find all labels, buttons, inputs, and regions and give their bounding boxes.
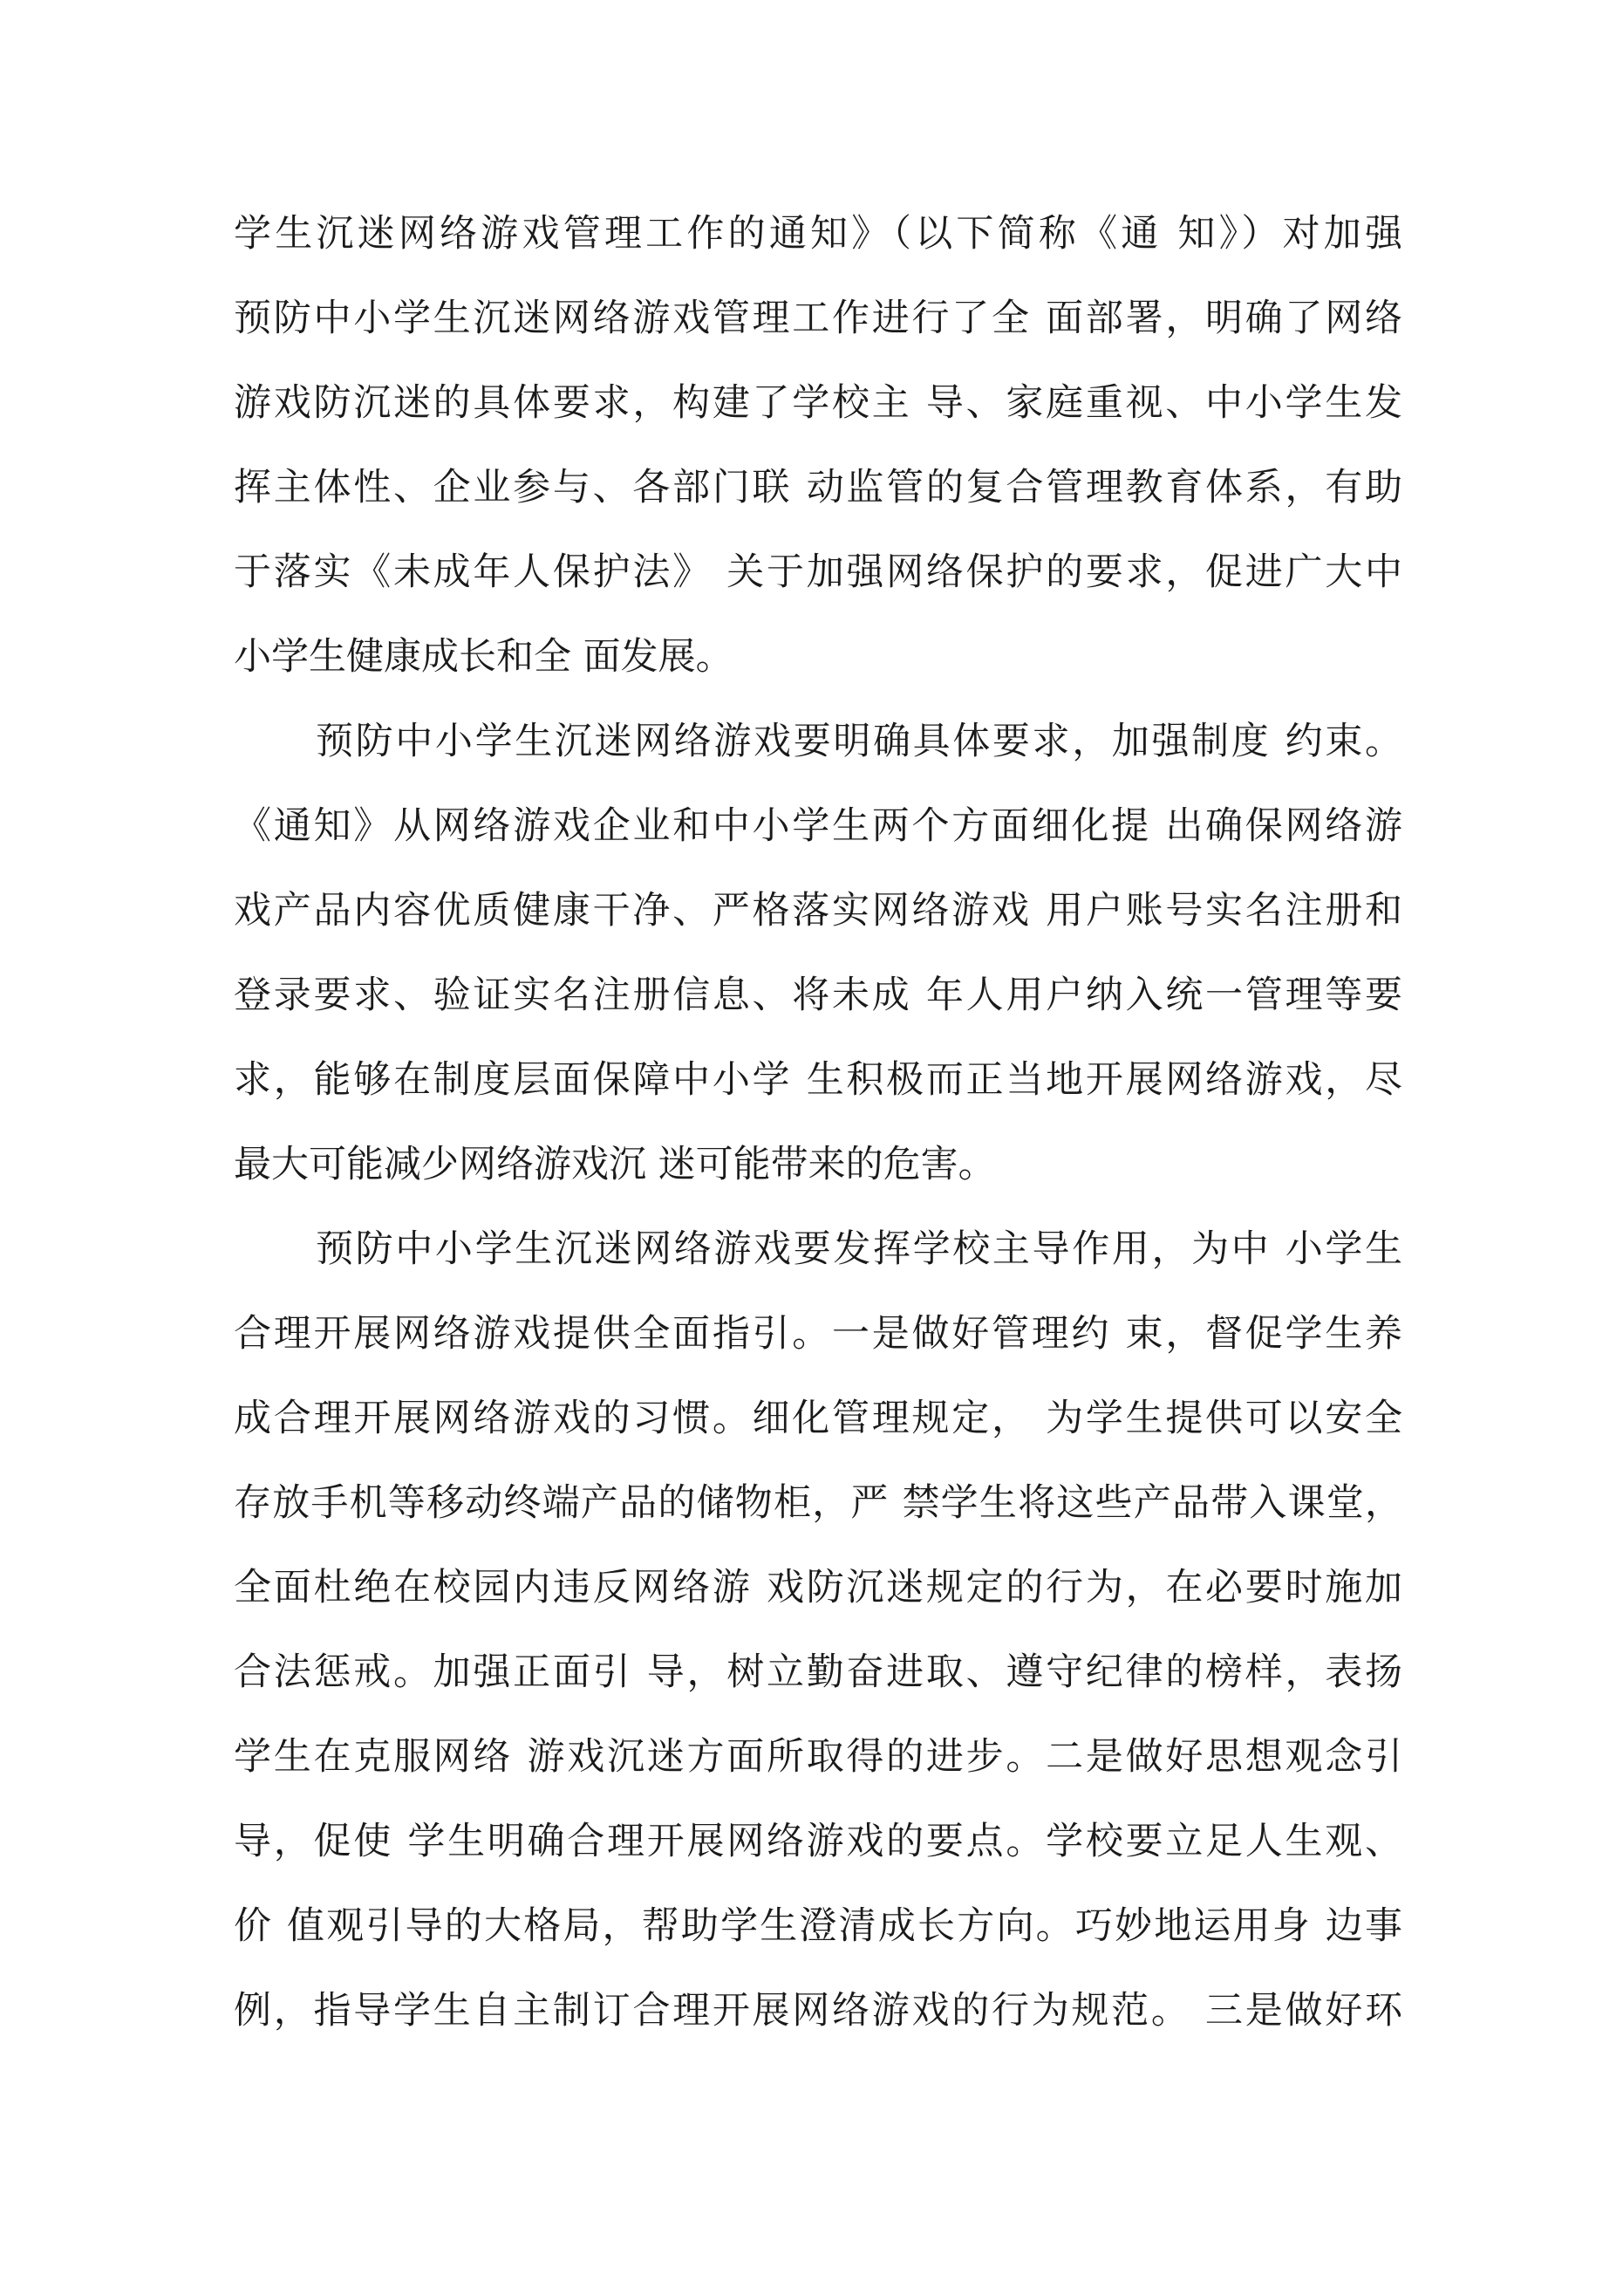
- paragraph-2-line-4: 登录要求、验证实名注册信息、将未成 年人用户纳入统一管理等要: [234, 974, 1402, 1017]
- paragraph-2-line-6: 最大可能减少网络游戏沉 迷可能带来的危害。: [234, 1143, 996, 1186]
- paragraph-3-line-6: 合法惩戒。加强正面引 导，树立勤奋进取、遵守纪律的榜样，表扬: [234, 1650, 1402, 1694]
- body-text: [234, 192, 1402, 2053]
- paragraph-3-line-3: 成合理开展网络游戏的习惯。细化管理规定， 为学生提供可以安全: [234, 1397, 1402, 1440]
- paragraph-3-line-1: 预防中小学生沉迷网络游戏要发挥学校主导作用，为中 小学生: [316, 1227, 1402, 1271]
- paragraph-3-line-5: 全面杜绝在校园内违反网络游 戏防沉迷规定的行为，在必要时施加: [234, 1566, 1402, 1609]
- paragraph-3-line-10: 例，指导学生自主制订合理开展网络游戏的行为规范。 三是做好环: [234, 1989, 1402, 2033]
- paragraph-1-line-1: 学生沉迷网络游戏管理工作的通知》（以下简称《通 知》）对加强: [234, 212, 1402, 256]
- paragraph-3-line-4: 存放手机等移动终端产品的储物柜，严 禁学生将这些产品带入课堂，: [234, 1481, 1402, 1525]
- paragraph-3-line-8: 导，促使 学生明确合理开展网络游戏的要点。学校要立足人生观、: [234, 1820, 1402, 1863]
- paragraph-2-line-2: 《通知》从网络游戏企业和中小学生两个方面细化提 出确保网络游: [234, 804, 1402, 848]
- paragraph-3-line-2: 合理开展网络游戏提供全面指引。一是做好管理约 束，督促学生养: [234, 1312, 1402, 1356]
- paragraph-3-line-9: 价 值观引导的大格局，帮助学生澄清成长方向。巧妙地运用身 边事: [234, 1904, 1402, 1948]
- paragraph-1-line-6: 小学生健康成长和全 面发展。: [234, 635, 733, 679]
- paragraph-1-line-5: 于落实《未成年人保护法》 关于加强网络保护的要求，促进广大中: [234, 550, 1402, 594]
- paragraph-1-line-3: 游戏防沉迷的具体要求，构建了学校主 导、家庭重视、中小学生发: [234, 381, 1402, 425]
- paragraph-2-line-1: 预防中小学生沉迷网络游戏要明确具体要求，加强制度 约束。: [316, 720, 1402, 763]
- paragraph-2-line-3: 戏产品内容优质健康干净、严格落实网络游戏 用户账号实名注册和: [234, 889, 1402, 933]
- paragraph-1-line-4: 挥主体性、企业参与、各部门联 动监管的复合管理教育体系，有助: [234, 466, 1402, 509]
- paragraph-1-line-2: 预防中小学生沉迷网络游戏管理工作进行了全 面部署，明确了网络: [234, 297, 1402, 340]
- paragraph-3-line-7: 学生在克服网络 游戏沉迷方面所取得的进步。二是做好思想观念引: [234, 1735, 1402, 1779]
- paragraph-2-line-5: 求，能够在制度层面保障中小学 生积极而正当地开展网络游戏，尽: [234, 1058, 1402, 1102]
